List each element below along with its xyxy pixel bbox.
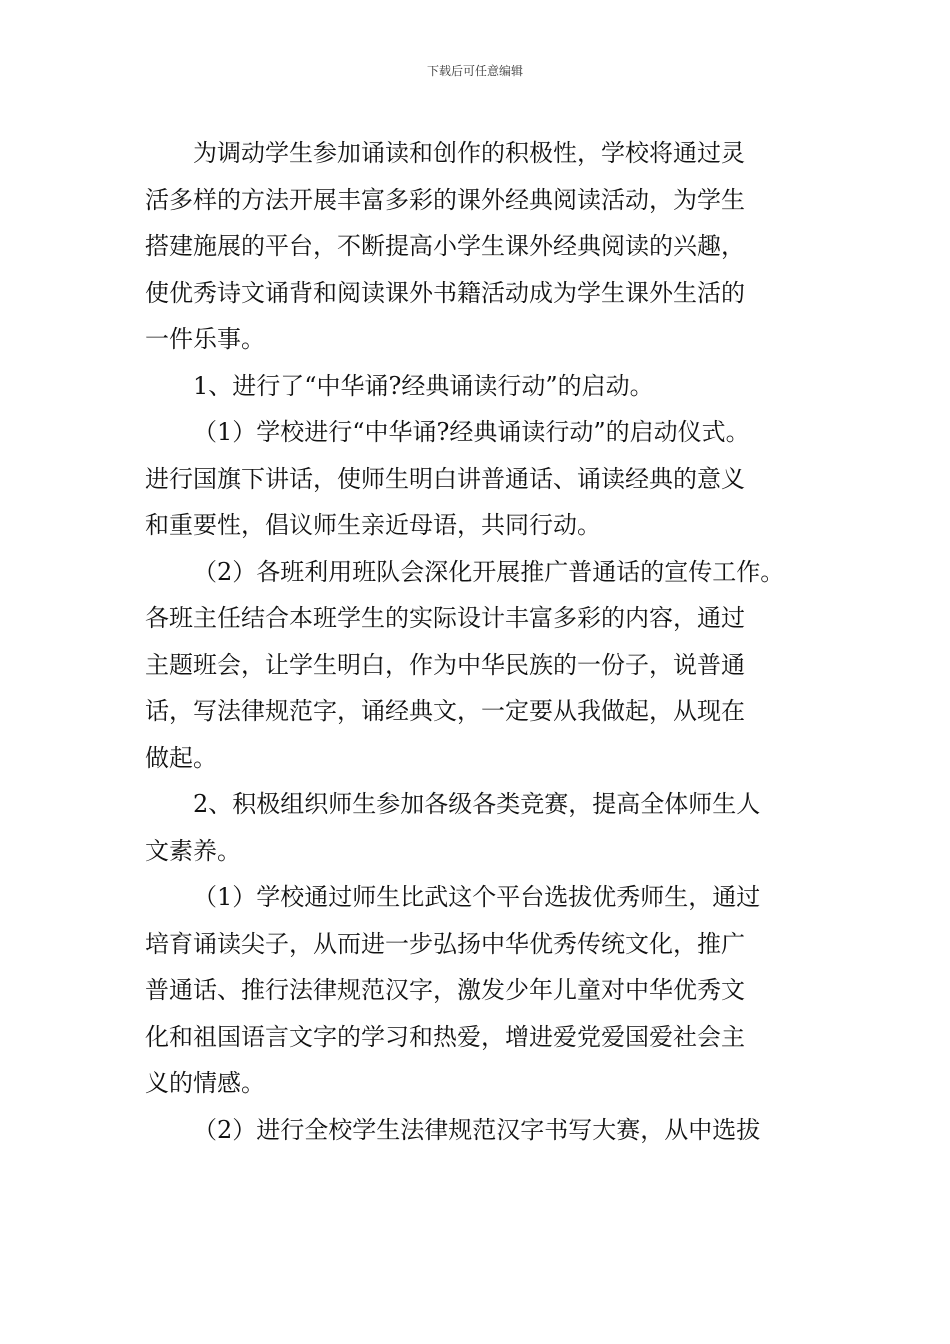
text-line: （2）进行全校学生法律规范汉字书写大赛，从中选拔 xyxy=(193,1115,761,1144)
text-line: 搭建施展的平台，不断提高小学生课外经典阅读的兴趣， xyxy=(145,232,745,260)
document-body xyxy=(145,130,825,1153)
text-line: 做起。 xyxy=(145,743,217,772)
text-line: 化和祖国语言文字的学习和热爱，增进爱党爱国爱社会主 xyxy=(145,1022,745,1051)
text-line: 话，写法律规范字，诵经典文，一定要从我做起，从现在 xyxy=(145,697,745,725)
text-line: 和重要性，倡议师生亲近母语，共同行动。 xyxy=(145,511,601,539)
text-line: （1）学校进行“中华诵?经典诵读行动”的启动仪式。 xyxy=(193,418,750,446)
text-line: 各班主任结合本班学生的实际设计丰富多彩的内容，通过 xyxy=(145,604,745,632)
text-line: 义的情感。 xyxy=(145,1069,265,1097)
text-line: 进行国旗下讲话，使师生明白讲普通话、诵读经典的意义 xyxy=(145,464,745,493)
text-line: 2、积极组织师生参加各级各类竞赛，提高全体师生人 xyxy=(193,790,761,818)
text-line: 文素养。 xyxy=(145,836,241,865)
text-line: 培育诵读尖子，从而进一步弘扬中华优秀传统文化，推广 xyxy=(145,929,745,958)
text-line: （1）学校通过师生比武这个平台选拔优秀师生，通过 xyxy=(193,883,761,911)
text-line: 1、进行了“中华诵?经典诵读行动”的启动。 xyxy=(193,371,654,400)
text-line: 活多样的方法开展丰富多彩的课外经典阅读活动，为学生 xyxy=(145,185,745,214)
text-line: 为调动学生参加诵读和创作的积极性，学校将通过灵 xyxy=(193,139,745,167)
text-line: 普通话、推行法律规范汉字，激发少年儿童对中华优秀文 xyxy=(145,976,745,1004)
page-header: 下载后可任意编辑 xyxy=(426,64,523,78)
text-line: 一件乐事。 xyxy=(145,325,265,353)
text-line: 主题班会，让学生明白，作为中华民族的一份子，说普通 xyxy=(145,650,745,679)
text-line: （2）各班利用班队会深化开展推广普通话的宣传工作。 xyxy=(193,557,785,586)
text-line: 使优秀诗文诵背和阅读课外书籍活动成为学生课外生活的 xyxy=(145,278,745,307)
